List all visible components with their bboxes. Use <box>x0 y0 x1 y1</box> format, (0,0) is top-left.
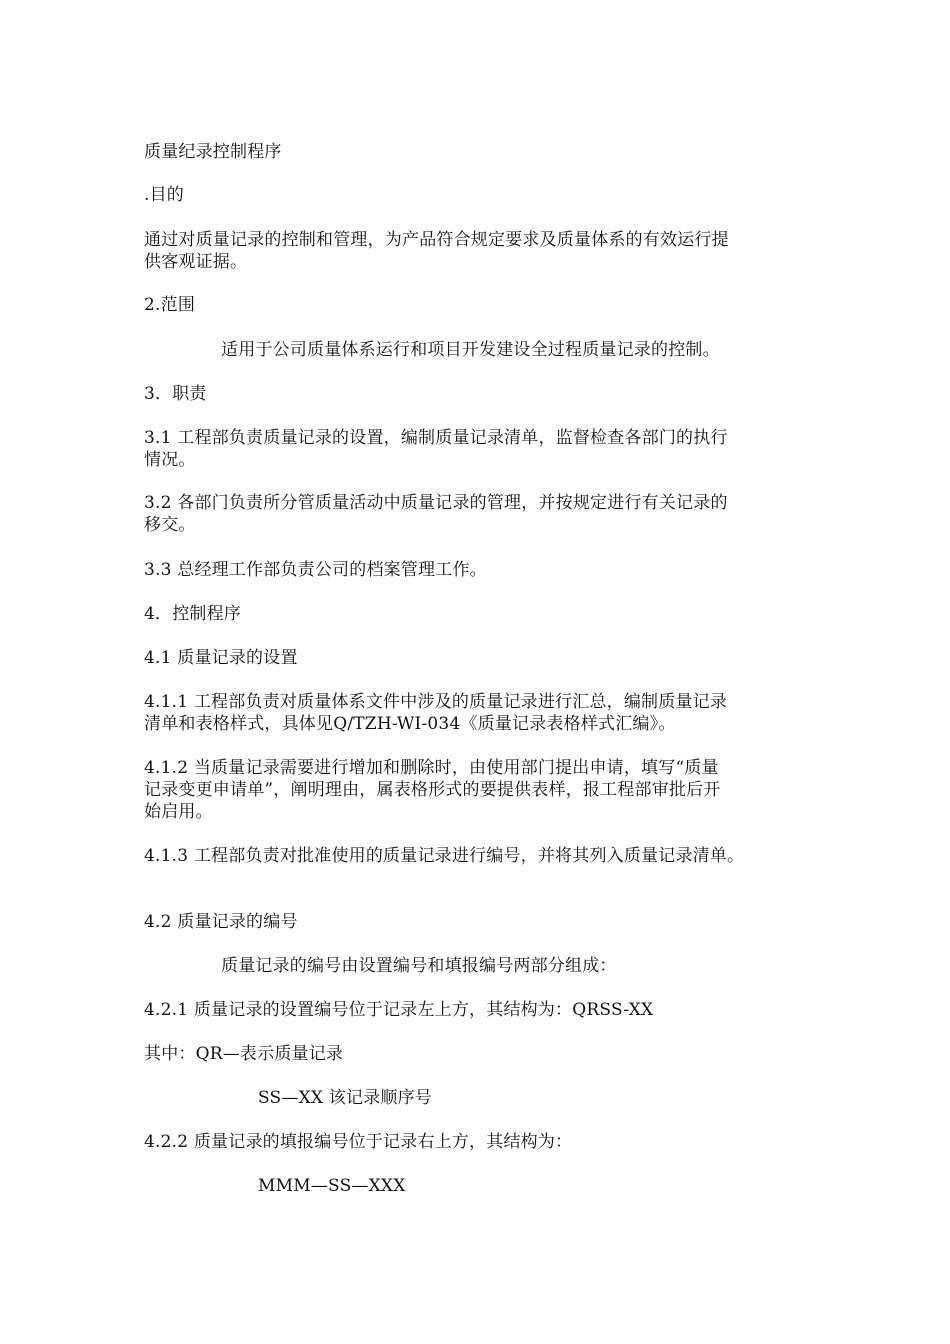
paragraph-3-2-line-2: 移交。 <box>144 515 196 535</box>
section-heading-responsibility: 3．职责 <box>144 384 207 404</box>
section-heading-scope: 2.范围 <box>144 295 196 315</box>
paragraph-3-2-line-1: 3.2 各部门负责所分管质量活动中质量记录的管理，并按规定进行有关记录的 <box>144 493 728 513</box>
subheading-4-1: 4.1 质量记录的设置 <box>144 648 298 668</box>
paragraph-4-2-2-format: MMM—SS—XXX <box>258 1176 406 1196</box>
paragraph-4-1-2-line-2: 记录变更申请单”，阐明理由，属表格形式的要提供表样，报工程部审批后开 <box>144 780 721 800</box>
paragraph-4-1-3: 4.1.3 工程部负责对批准使用的质量记录进行编号，并将其列入质量记录清单。 <box>144 846 745 866</box>
paragraph-4-2-2: 4.2.2 质量记录的填报编号位于记录右上方，其结构为： <box>144 1132 573 1152</box>
paragraph-4-2-1-note-a: 其中：QR—表示质量记录 <box>144 1044 344 1064</box>
document-title: 质量纪录控制程序 <box>144 142 282 162</box>
paragraph-4-1-1-line-1: 4.1.1 工程部负责对质量体系文件中涉及的质量记录进行汇总，编制质量记录 <box>144 692 728 712</box>
subheading-4-2: 4.2 质量记录的编号 <box>144 912 298 932</box>
paragraph-4-2-1-note-b: SS—XX 该记录顺序号 <box>258 1088 433 1108</box>
paragraph-3-1-line-2: 情况。 <box>144 450 196 470</box>
paragraph-scope: 适用于公司质量体系运行和项目开发建设全过程质量记录的控制。 <box>221 340 720 360</box>
paragraph-4-1-2-line-3: 始启用。 <box>144 802 213 822</box>
paragraph-purpose-line-2: 供客观证据。 <box>144 252 248 272</box>
paragraph-4-2-intro: 质量记录的编号由设置编号和填报编号两部分组成： <box>221 956 617 976</box>
paragraph-4-1-2-line-1: 4.1.2 当质量记录需要进行增加和删除时，由使用部门提出申请，填写“质量 <box>144 758 719 778</box>
section-heading-purpose: .目的 <box>144 185 185 205</box>
paragraph-4-1-1-line-2: 清单和表格样式，具体见Q/TZH-WI-034《质量记录表格样式汇编》。 <box>144 714 676 734</box>
section-heading-control: 4．控制程序 <box>144 604 242 624</box>
paragraph-purpose-line-1: 通过对质量记录的控制和管理，为产品符合规定要求及质量体系的有效运行提 <box>144 230 729 250</box>
paragraph-4-2-1: 4.2.1 质量记录的设置编号位于记录左上方，其结构为：QRSS-XX <box>144 1000 654 1020</box>
paragraph-3-1-line-1: 3.1 工程部负责质量记录的设置，编制质量记录清单，监督检查各部门的执行 <box>144 428 728 448</box>
paragraph-3-3: 3.3 总经理工作部负责公司的档案管理工作。 <box>144 560 487 580</box>
